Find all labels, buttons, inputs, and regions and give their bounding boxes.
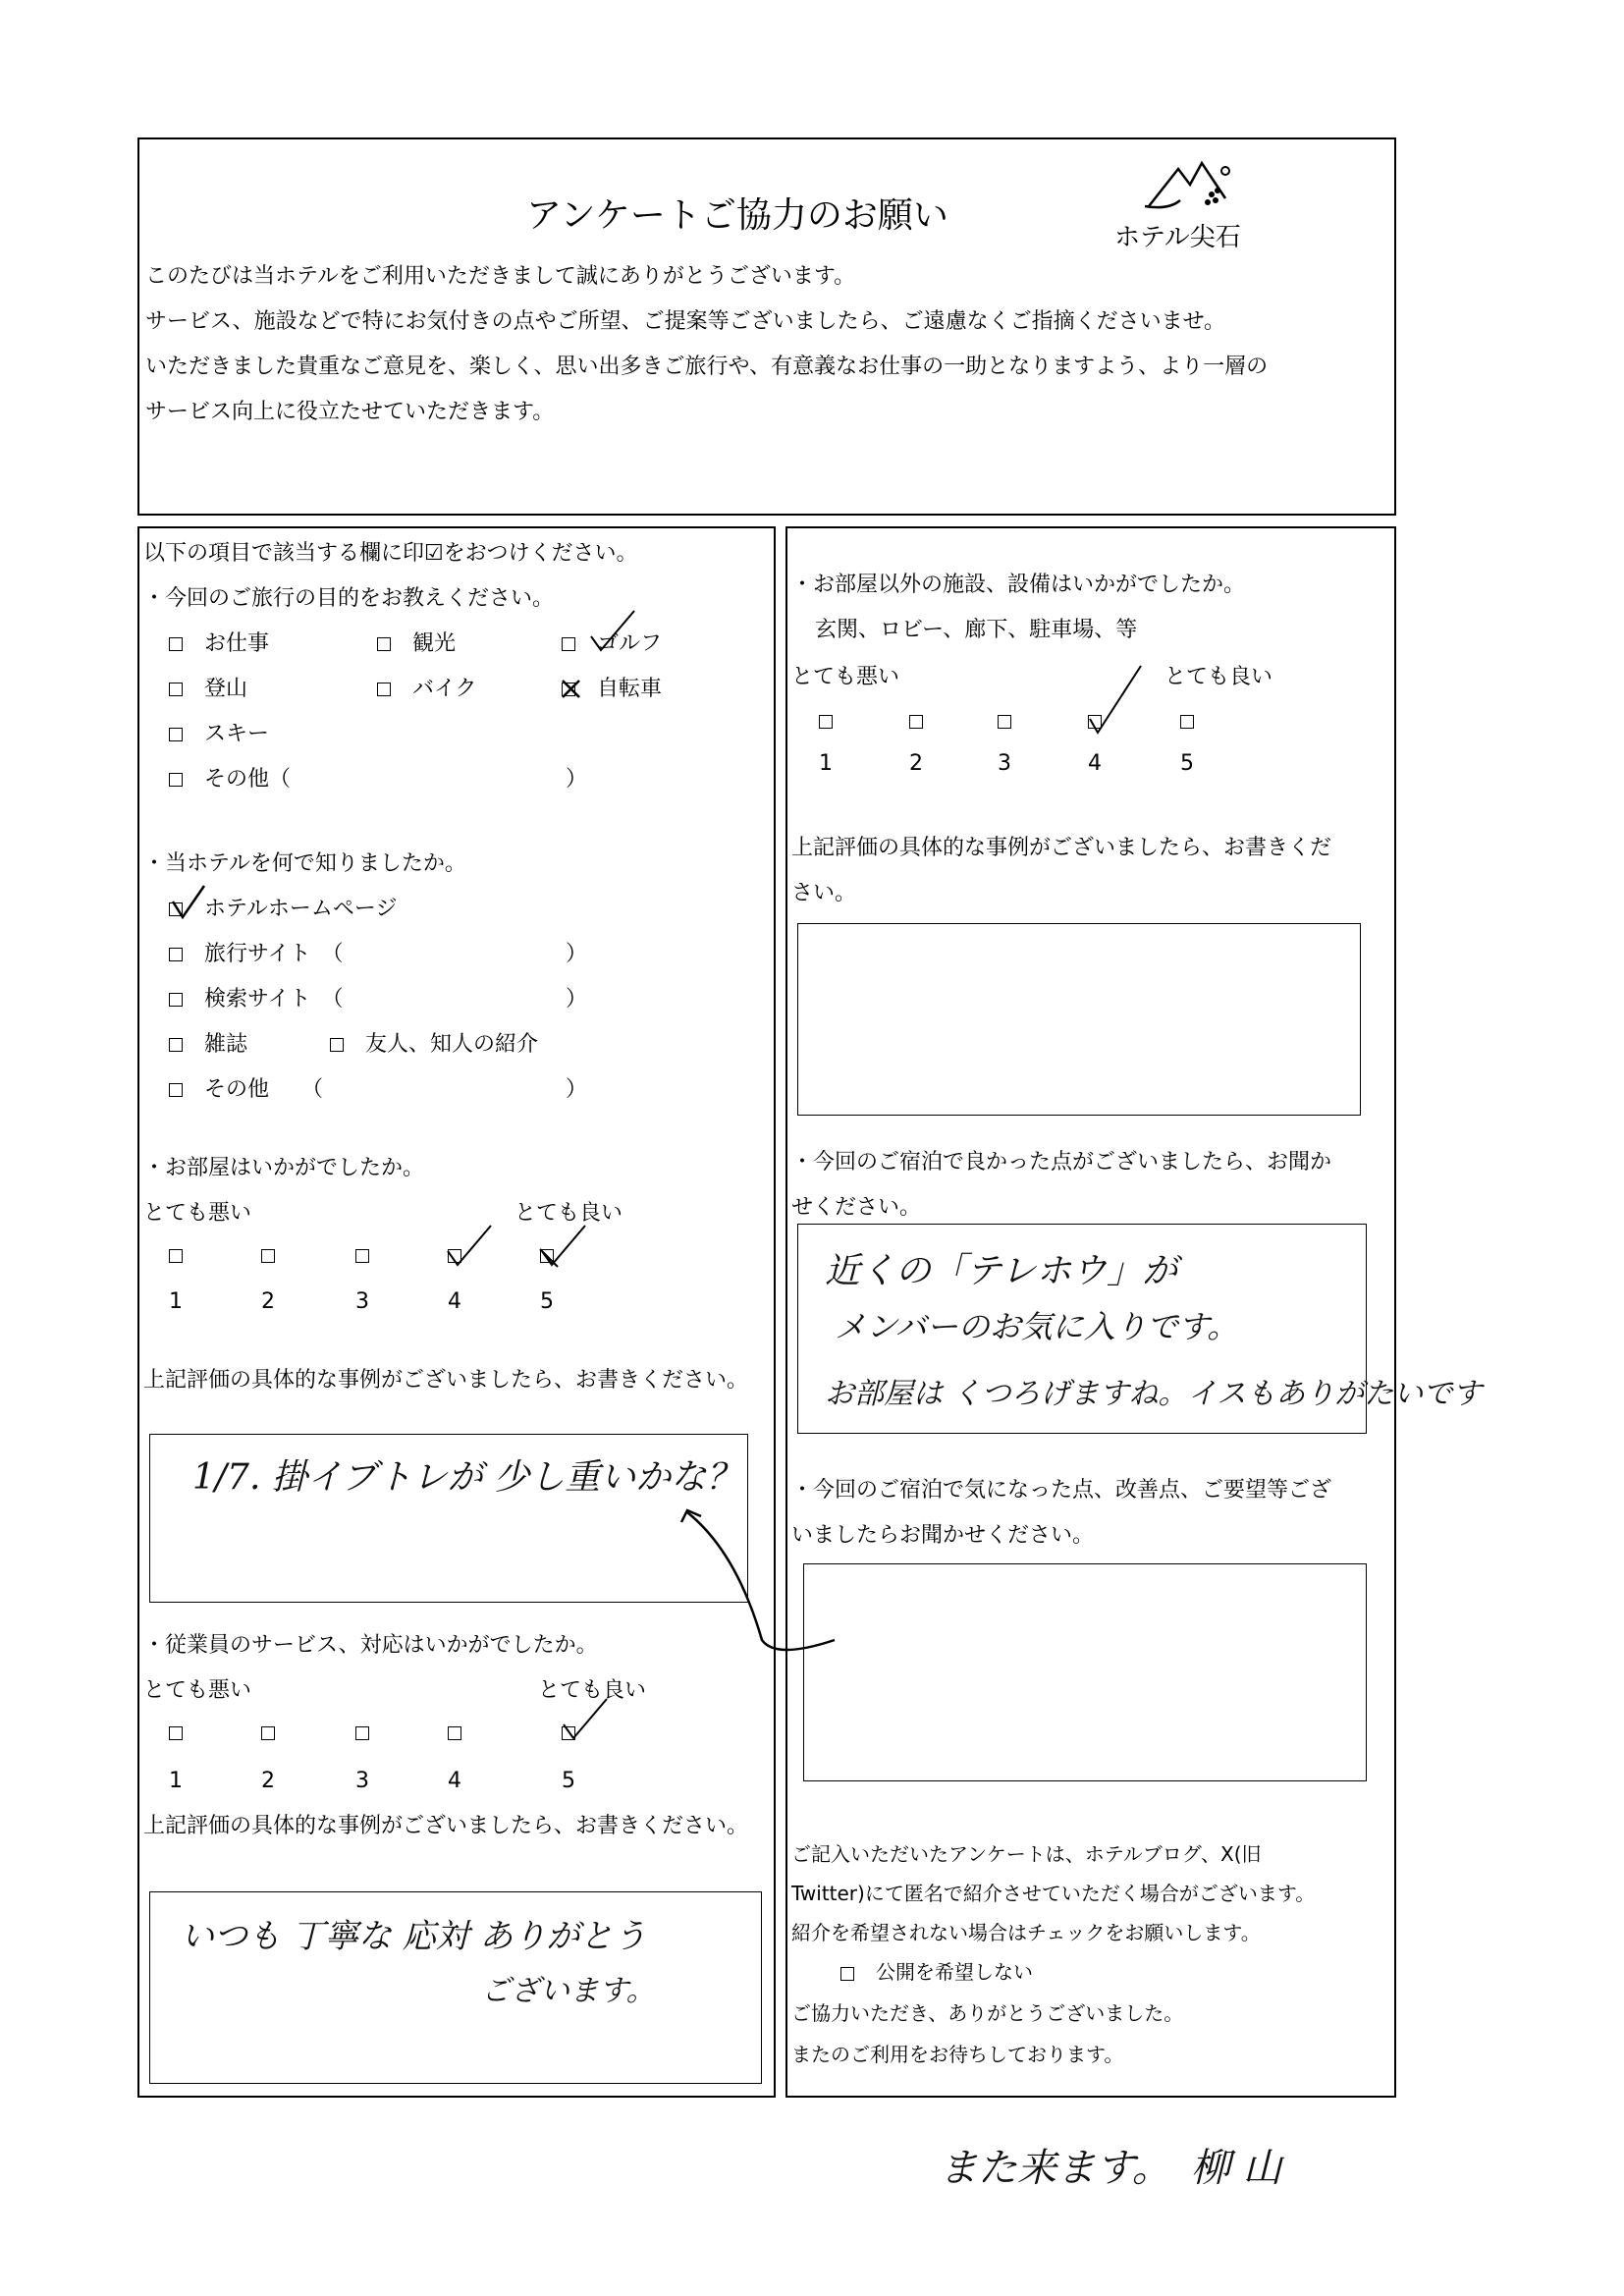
staff-rating-1[interactable] [169, 1726, 183, 1740]
facilities-scale-4: 4 [1088, 751, 1102, 776]
checkbox[interactable] [377, 683, 391, 696]
bottom-handwriting: また来ます。 柳 山 [939, 2146, 1282, 2191]
staff-comment-line-1: いつも 丁寧な 応対 ありがとう [181, 1917, 647, 1956]
purpose-option-bicycle[interactable]: 自転車 [562, 676, 662, 703]
facilities-details-prompt-1: 上記評価の具体的な事例がございましたら、お書きくだ [791, 836, 1332, 860]
staff-scale-3: 3 [355, 1769, 369, 1793]
checkbox[interactable] [169, 1083, 183, 1097]
checkbox[interactable] [169, 773, 183, 787]
purpose-option-ski[interactable]: スキー [169, 721, 269, 748]
source-travel-close: ） [566, 942, 588, 966]
footer-thanks: ご協力いただき、ありがとうございました。 [791, 2001, 1184, 2025]
intro-line-3: いただきました貴重なご意見を、楽しく、思い出多きご旅行や、有意義なお仕事の一助となりますよう、より一層の [145, 355, 1269, 379]
hotel-name: ホテル尖石 [1114, 223, 1241, 252]
room-scale-2: 2 [261, 1289, 275, 1314]
footer-line-3: 紹介を希望されない場合はチェックをお願いします。 [791, 1921, 1261, 1944]
source-search-close: ） [566, 987, 588, 1011]
staff-rating-3[interactable] [355, 1726, 369, 1740]
staff-comment-line-2: ございます。 [481, 1974, 656, 2008]
source-other-close: ） [566, 1077, 588, 1102]
checkmark-homepage-icon [169, 884, 208, 923]
facilities-low-label: とても悪い [791, 665, 900, 689]
staff-scale-5: 5 [562, 1769, 575, 1793]
purpose-option-work[interactable]: お仕事 [169, 630, 269, 658]
footer-closing: またのご利用をお待ちしております。 [791, 2043, 1124, 2066]
facilities-scale-3: 3 [998, 751, 1011, 776]
improvements-comment-box[interactable] [803, 1563, 1367, 1781]
staff-question: ・従業員のサービス、対応はいかがでしたか。 [143, 1633, 598, 1658]
room-scale-5: 5 [540, 1289, 554, 1314]
room-rating-3[interactable] [355, 1249, 369, 1263]
checkbox[interactable] [169, 683, 183, 696]
staff-low-label: とても悪い [143, 1678, 252, 1703]
checkmark-room-4-icon [442, 1218, 501, 1277]
good-points-line-3: お部屋は くつろげますね。イスもありがたいです [825, 1377, 1483, 1411]
checkbox[interactable] [562, 637, 575, 651]
hotel-logo [1110, 147, 1257, 265]
checkmark-bicycle-icon [560, 678, 583, 701]
good-points-line-2: メンバーのお気に入りです。 [835, 1308, 1239, 1345]
survey-title: アンケートご協力のお願い [526, 195, 948, 236]
room-rating-1[interactable] [169, 1249, 183, 1263]
source-option-friend[interactable]: 友人、知人の紹介 [330, 1031, 538, 1059]
intro-line-1: このたびは当ホテルをご利用いただきまして誠にありがとうございます。 [145, 264, 856, 289]
checkbox[interactable] [169, 1038, 183, 1052]
checkbox[interactable] [377, 637, 391, 651]
optout-option[interactable]: 公開を希望しない [840, 1958, 1033, 1986]
purpose-option-golf[interactable]: ゴルフ [562, 630, 662, 658]
checkmark-golf-icon [585, 607, 644, 666]
room-low-label: とても悪い [143, 1201, 252, 1226]
good-points-question-1: ・今回のご宿泊で良かった点がございましたら、お聞か [791, 1150, 1332, 1175]
facilities-details-prompt-2: さい。 [791, 881, 857, 905]
facilities-comment-box[interactable] [797, 923, 1361, 1116]
facilities-examples: 玄関、ロビー、廊下、駐車場、等 [815, 618, 1138, 642]
intro-line-2: サービス、施設などで特にお気付きの点やご所望、ご提案等ございましたら、ご遠慮なくご指摘くださいませ。 [145, 309, 1226, 334]
staff-scale-4: 4 [448, 1769, 461, 1793]
room-rating-2[interactable] [261, 1249, 275, 1263]
room-scale-1: 1 [169, 1289, 183, 1314]
instruction-text: 以下の項目で該当する欄に印☑をおつけください。 [143, 541, 638, 566]
facilities-scale-5: 5 [1180, 751, 1194, 776]
staff-high-label: とても良い [538, 1678, 647, 1703]
room-question: ・お部屋はいかがでしたか。 [143, 1156, 425, 1180]
checkbox[interactable] [330, 1038, 344, 1052]
purpose-option-motorbike[interactable]: バイク [377, 676, 477, 703]
staff-rating-2[interactable] [261, 1726, 275, 1740]
room-high-label: とても良い [514, 1201, 623, 1226]
source-option-other[interactable]: その他 （ [169, 1076, 323, 1104]
good-points-line-1: 近くの「テレホウ」が [825, 1251, 1178, 1291]
checkbox[interactable] [840, 1967, 854, 1981]
purpose-other-close: ） [566, 767, 588, 792]
room-details-prompt: 上記評価の具体的な事例がございましたら、お書きください。 [143, 1368, 749, 1393]
staff-rating-4[interactable] [448, 1726, 461, 1740]
facilities-rating-5[interactable] [1180, 715, 1194, 729]
purpose-option-sightseeing[interactable]: 観光 [377, 630, 456, 658]
checkmark-facilities-4-icon [1084, 664, 1153, 742]
checkbox[interactable] [169, 993, 183, 1007]
room-scale-3: 3 [355, 1289, 369, 1314]
room-comment-handwriting: 1/7. 掛イブトレが 少し重いかな？ [192, 1457, 742, 1498]
purpose-question: ・今回のご旅行の目的をお教えください。 [143, 586, 555, 611]
staff-details-prompt: 上記評価の具体的な事例がございましたら、お書きください。 [143, 1814, 749, 1838]
improvements-question-2: いましたらお聞かせください。 [791, 1523, 1095, 1548]
source-option-magazine[interactable]: 雑誌 [169, 1031, 247, 1059]
facilities-high-label: とても良い [1164, 665, 1273, 689]
facilities-question: ・お部屋以外の施設、設備はいかがでしたか。 [791, 573, 1246, 597]
intro-line-4: サービス向上に役立たせていただきます。 [145, 400, 555, 424]
checkmark-room-5-icon [536, 1218, 595, 1277]
facilities-rating-1[interactable] [819, 715, 833, 729]
facilities-rating-2[interactable] [909, 715, 923, 729]
source-option-search-site[interactable]: 検索サイト （ [169, 986, 343, 1013]
staff-scale-1: 1 [169, 1769, 183, 1793]
checkmark-staff-5-icon [558, 1691, 617, 1750]
source-question: ・当ホテルを何で知りましたか。 [143, 851, 466, 876]
facilities-rating-3[interactable] [998, 715, 1011, 729]
purpose-option-hiking[interactable]: 登山 [169, 676, 247, 703]
purpose-option-other[interactable]: その他（ [169, 766, 291, 793]
staff-scale-2: 2 [261, 1769, 275, 1793]
source-option-homepage[interactable]: ホテルホームページ [169, 896, 397, 923]
facilities-scale-1: 1 [819, 751, 833, 776]
source-option-travel-site[interactable]: 旅行サイト （ [169, 941, 343, 968]
facilities-scale-2: 2 [909, 751, 923, 776]
good-points-question-2: せください。 [791, 1195, 922, 1220]
checkbox[interactable] [169, 948, 183, 961]
room-scale-4: 4 [448, 1289, 461, 1314]
footer-line-2: Twitter)にて匿名で紹介させていただく場合がございます。 [791, 1882, 1316, 1905]
checkbox[interactable] [169, 728, 183, 741]
improvements-question-1: ・今回のご宿泊で気になった点、改善点、ご要望等ござ [791, 1478, 1332, 1503]
footer-line-1: ご記入いただいたアンケートは、ホテルブログ、X(旧 [791, 1842, 1262, 1866]
checkbox[interactable] [169, 637, 183, 651]
